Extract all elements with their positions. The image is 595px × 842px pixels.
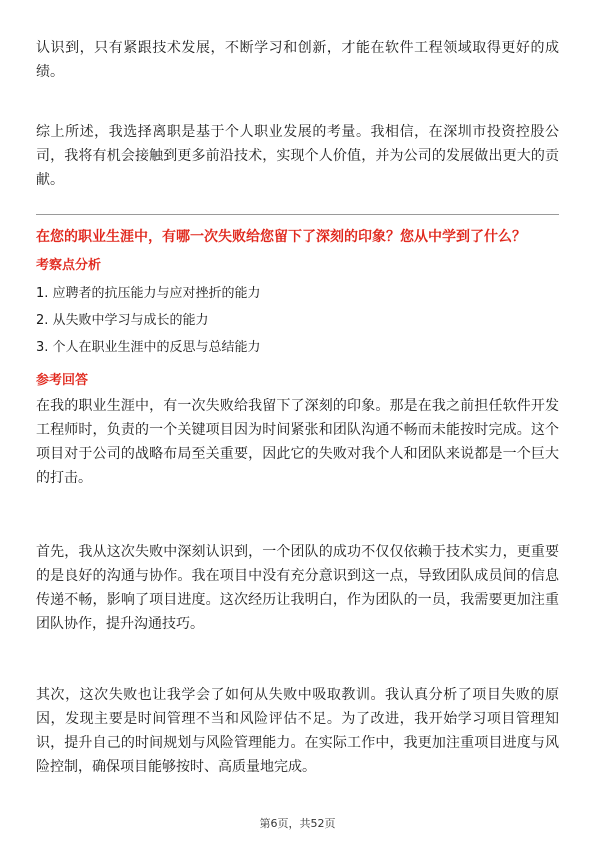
analysis-point: 2. 从失败中学习与成长的能力 xyxy=(36,313,209,328)
section-divider xyxy=(36,214,559,215)
paragraph-conclusion-tail: 认识到，只有紧跟技术发展，不断学习和创新，才能在软件工程领域取得更好的成绩。 xyxy=(36,40,559,80)
answer-paragraph: 首先，我从这次失败中深刻认识到，一个团队的成功不仅仅依赖于技术实力，更重要的是良好的沟通与协作。我在项目中没有充分意识到这一点，导致团队成员间的信息传递不畅，影响了项目进度。这次经历让我明白，作为团队的一员，我需要更加注重团队协作，提升沟通技巧。 xyxy=(36,544,559,632)
analysis-point: 3. 个人在职业生涯中的反思与总结能力 xyxy=(36,340,261,355)
paragraph-summary: 综上所述，我选择离职是基于个人职业发展的考量。我相信，在深圳市投资控股公司，我将有机会接触到更多前沿技术，实现个人价值，并为公司的发展做出更大的贡献。 xyxy=(36,124,559,188)
answer-paragraph: 其次，这次失败也让我学会了如何从失败中吸取教训。我认真分析了项目失败的原因，发现主要是时间管理不当和风险评估不足。为了改进，我开始学习项目管理知识，提升自己的时间规划与风险管理能力。在实际工作中，我更加注重项目进度与风险控制，确保项目能够按时、高质量地完成。 xyxy=(36,687,559,775)
interview-question: 在您的职业生涯中，有哪一次失败给您留下了深刻的印象？您从中学到了什么？ xyxy=(36,229,526,245)
page-number-footer: 第6页，共52页 xyxy=(259,817,336,830)
analysis-point: 1. 应聘者的抗压能力与应对挫折的能力 xyxy=(36,286,261,301)
answer-heading: 参考回答 xyxy=(36,373,89,388)
analysis-points-list xyxy=(36,280,559,361)
answer-paragraph: 在我的职业生涯中，有一次失败给我留下了深刻的印象。那是在我之前担任软件开发工程师时，负责的一个关键项目因为时间紧张和团队沟通不畅而未能按时完成。这个项目对于公司的战略布局至关重要，因此它的失败对我个人和团队来说都是一个巨大的打击。 xyxy=(36,398,559,486)
analysis-heading: 考察点分析 xyxy=(36,258,102,273)
